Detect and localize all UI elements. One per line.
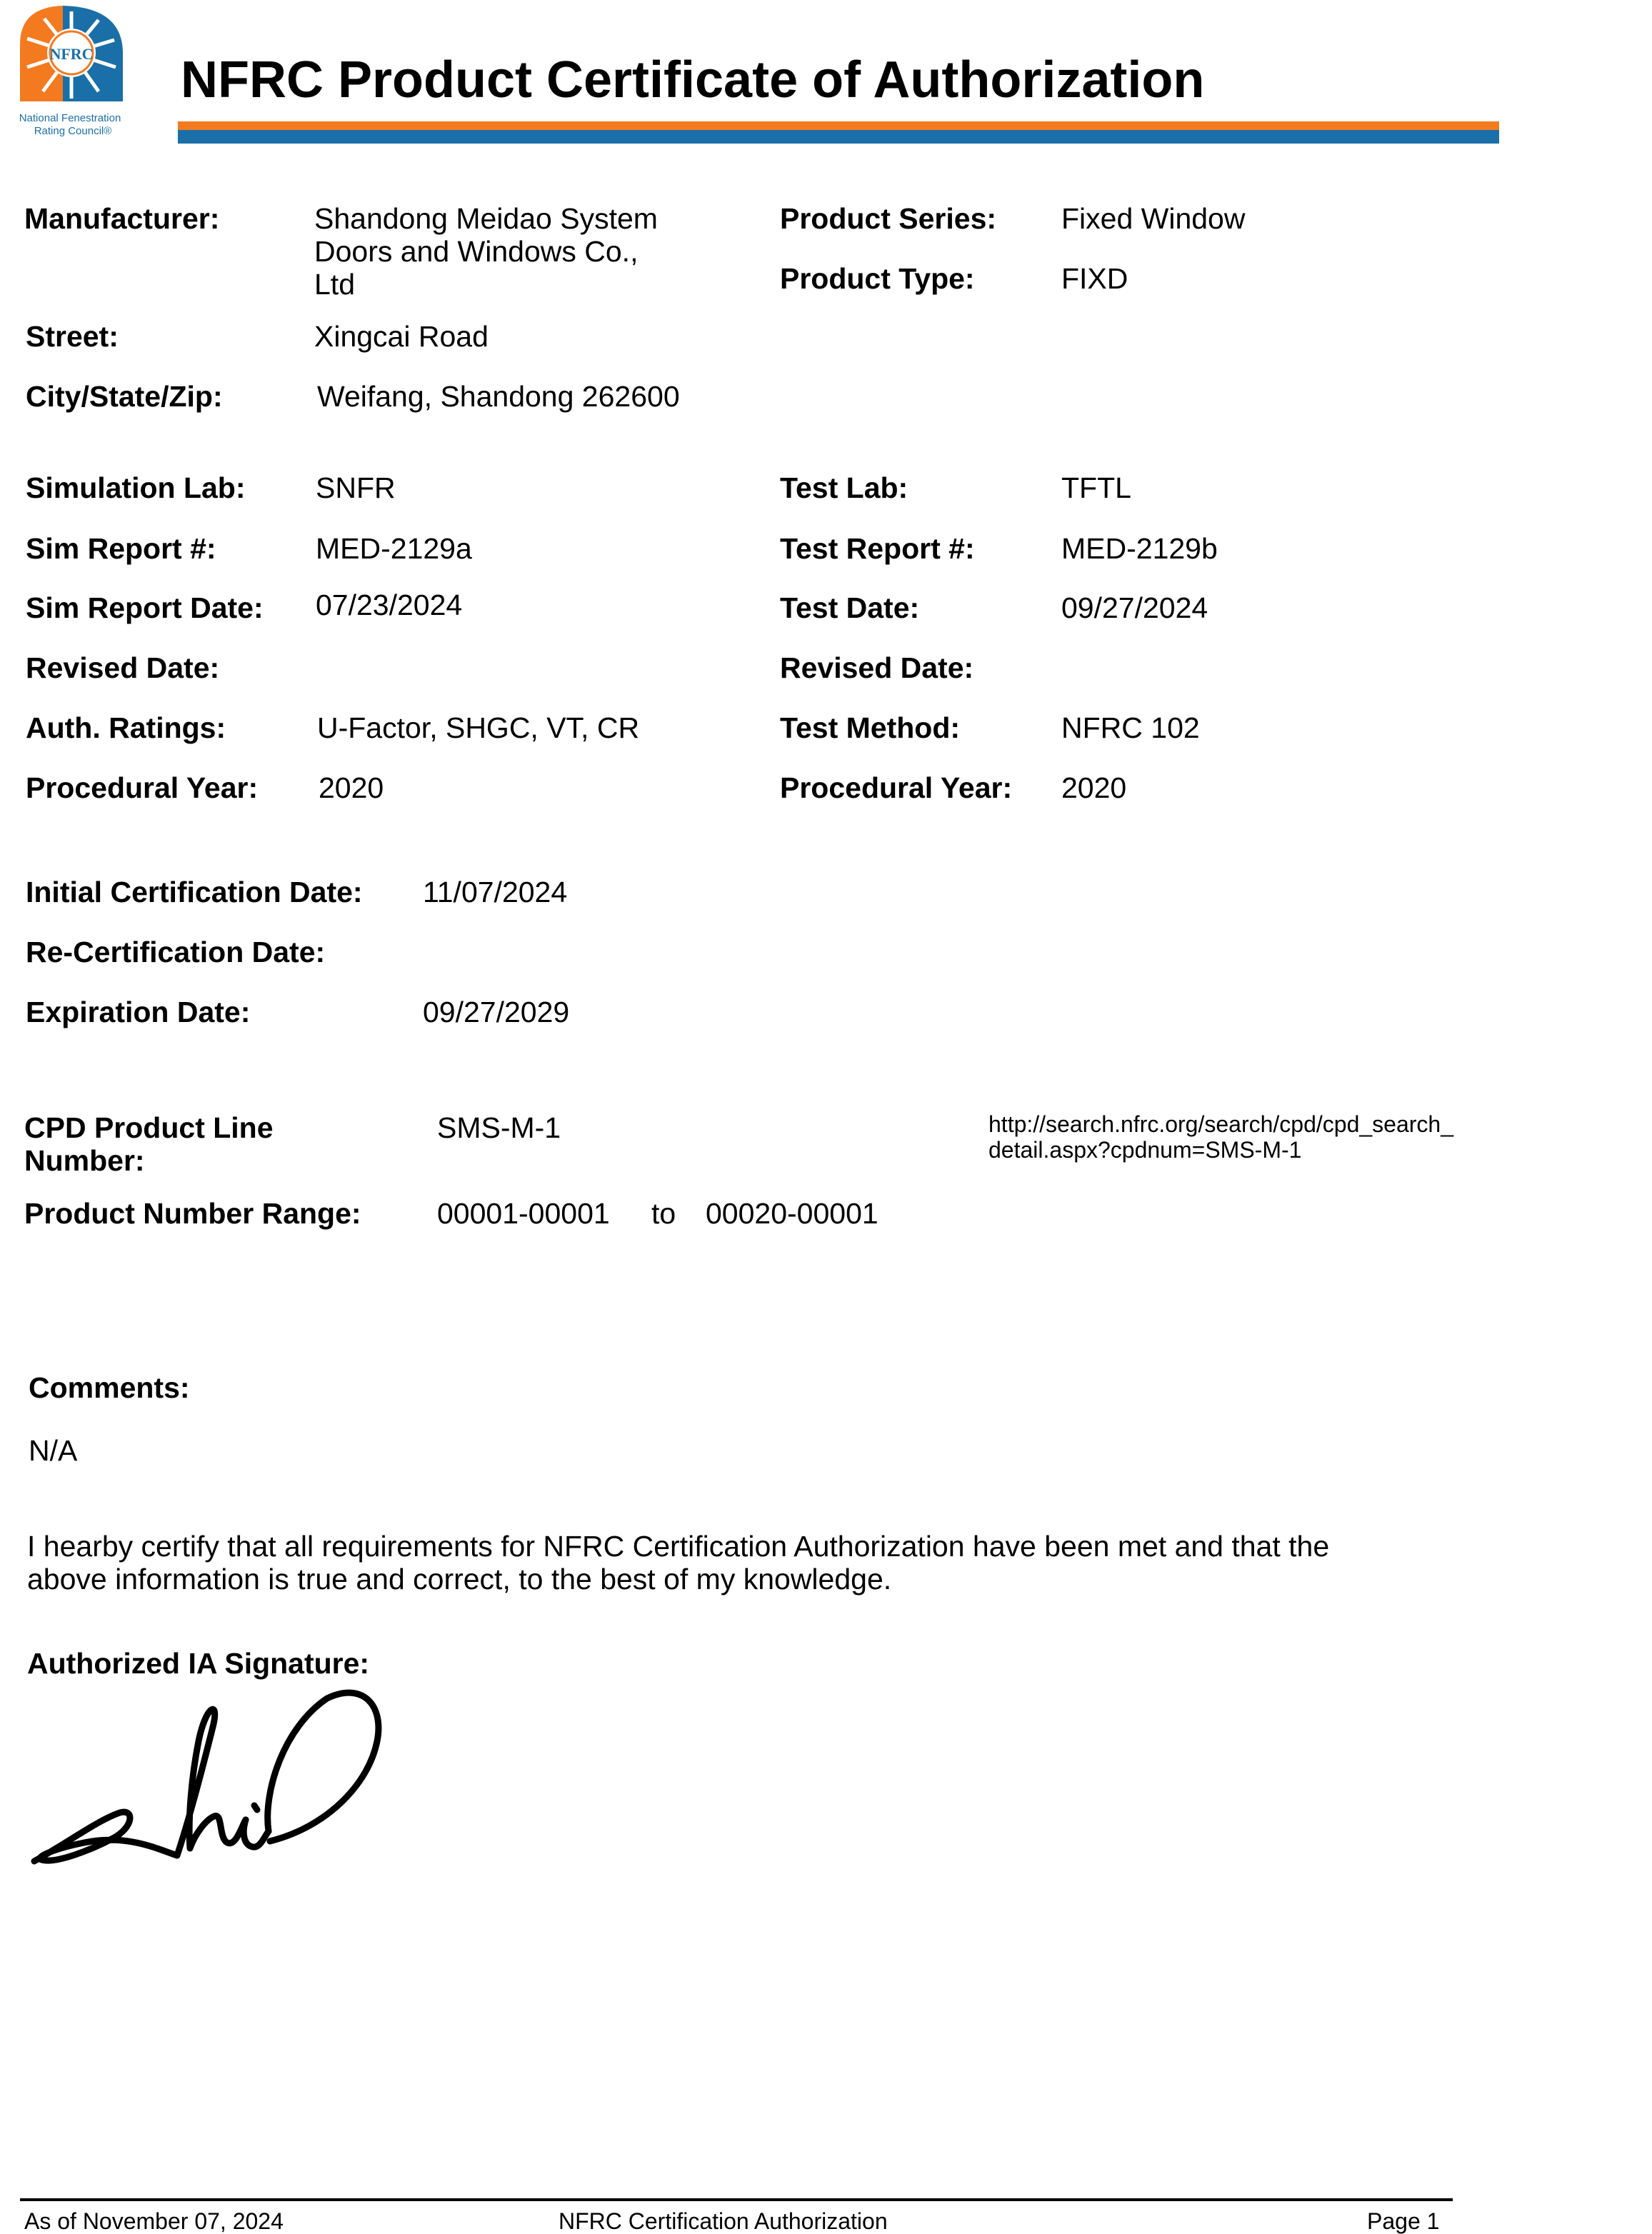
test-revised-date-label: Revised Date:: [780, 651, 974, 684]
cpd-label-line1: CPD Product Line: [24, 1111, 274, 1144]
product-type-label: Product Type:: [780, 262, 975, 295]
signature-icon: [27, 1684, 391, 1871]
range-start-value: 00001-00001: [437, 1197, 610, 1230]
nfrc-logo: [14, 1, 127, 144]
footer-rule: [20, 2198, 1453, 2201]
city-value: Weifang, Shandong 262600: [317, 380, 680, 413]
product-type-value: FIXD: [1061, 262, 1128, 295]
header-bar-orange: [178, 121, 1499, 130]
test-method-label: Test Method:: [780, 711, 961, 744]
range-to: to: [651, 1197, 676, 1230]
comments-label: Comments:: [29, 1371, 190, 1404]
page-title: NFRC Product Certificate of Authorization: [181, 51, 1205, 109]
product-number-range-label: Product Number Range:: [24, 1197, 361, 1230]
test-procedural-year-value: 2020: [1061, 771, 1127, 804]
test-lab-label: Test Lab:: [780, 471, 908, 504]
test-report-value: MED-2129b: [1061, 532, 1218, 565]
comments-value: N/A: [29, 1434, 78, 1467]
recert-date-label: Re-Certification Date:: [26, 936, 326, 968]
footer-center: NFRC Certification Authorization: [559, 2208, 888, 2234]
sim-revised-date-label: Revised Date:: [26, 651, 220, 684]
auth-ratings-label: Auth. Ratings:: [26, 711, 226, 744]
expiration-date-label: Expiration Date:: [26, 996, 251, 1028]
test-procedural-year-label: Procedural Year:: [780, 771, 1013, 804]
street-label: Street:: [26, 320, 119, 353]
header-bar-blue: [178, 130, 1499, 144]
test-date-value: 09/27/2024: [1061, 591, 1208, 624]
sim-report-value: MED-2129a: [316, 532, 472, 565]
expiration-date-value: 09/27/2029: [423, 996, 570, 1028]
sim-lab-label: Simulation Lab:: [26, 471, 246, 504]
certify-statement-line2: above information is true and correct, to the best of my knowledge.: [27, 1563, 892, 1596]
manufacturer-label: Manufacturer:: [24, 202, 220, 235]
sim-lab-value: SNFR: [316, 471, 396, 504]
cpd-label-line2: Number:: [24, 1144, 145, 1177]
initial-cert-date-value: 11/07/2024: [423, 876, 568, 908]
footer-page: Page 1: [1367, 2208, 1440, 2234]
product-series-value: Fixed Window: [1061, 202, 1246, 235]
svg-text:NFRC: NFRC: [49, 45, 94, 63]
manufacturer-value-line1: Shandong Meidao System: [314, 202, 658, 235]
street-value: Xingcai Road: [314, 320, 489, 353]
test-date-label: Test Date:: [780, 591, 920, 624]
manufacturer-value-line3: Ltd: [314, 268, 355, 301]
test-report-label: Test Report #:: [780, 532, 975, 565]
certify-statement-line1: I hearby certify that all requirements for NFRC Certification Authorization have been met and that the: [27, 1530, 1330, 1563]
footer-as-of: As of November 07, 2024: [24, 2208, 284, 2234]
test-lab-value: TFTL: [1061, 471, 1131, 504]
initial-cert-date-label: Initial Certification Date:: [26, 876, 363, 908]
cpd-url-line2[interactable]: detail.aspx?cpdnum=SMS-M-1: [988, 1137, 1302, 1163]
auth-ratings-value: U-Factor, SHGC, VT, CR: [317, 711, 640, 744]
svg-text:Rating Council®: Rating Council®: [34, 125, 112, 137]
sim-report-date-value: 07/23/2024: [316, 588, 463, 621]
signature-label: Authorized IA Signature:: [27, 1647, 370, 1680]
city-label: City/State/Zip:: [26, 380, 223, 413]
signature-image: [27, 1684, 391, 1871]
manufacturer-value-line2: Doors and Windows Co.,: [314, 235, 639, 268]
sim-report-date-label: Sim Report Date:: [26, 591, 264, 624]
sim-report-label: Sim Report #:: [26, 532, 216, 565]
product-series-label: Product Series:: [780, 202, 997, 235]
sim-procedural-year-value: 2020: [319, 771, 384, 804]
cpd-url-line1[interactable]: http://search.nfrc.org/search/cpd/cpd_search_: [988, 1111, 1454, 1137]
cpd-value: SMS-M-1: [437, 1111, 561, 1144]
test-method-value: NFRC 102: [1061, 711, 1200, 744]
svg-text:National Fenestration: National Fenestration: [19, 112, 121, 124]
sim-procedural-year-label: Procedural Year:: [26, 771, 259, 804]
range-end-value: 00020-00001: [706, 1197, 878, 1230]
nfrc-logo-icon: [14, 1, 127, 144]
